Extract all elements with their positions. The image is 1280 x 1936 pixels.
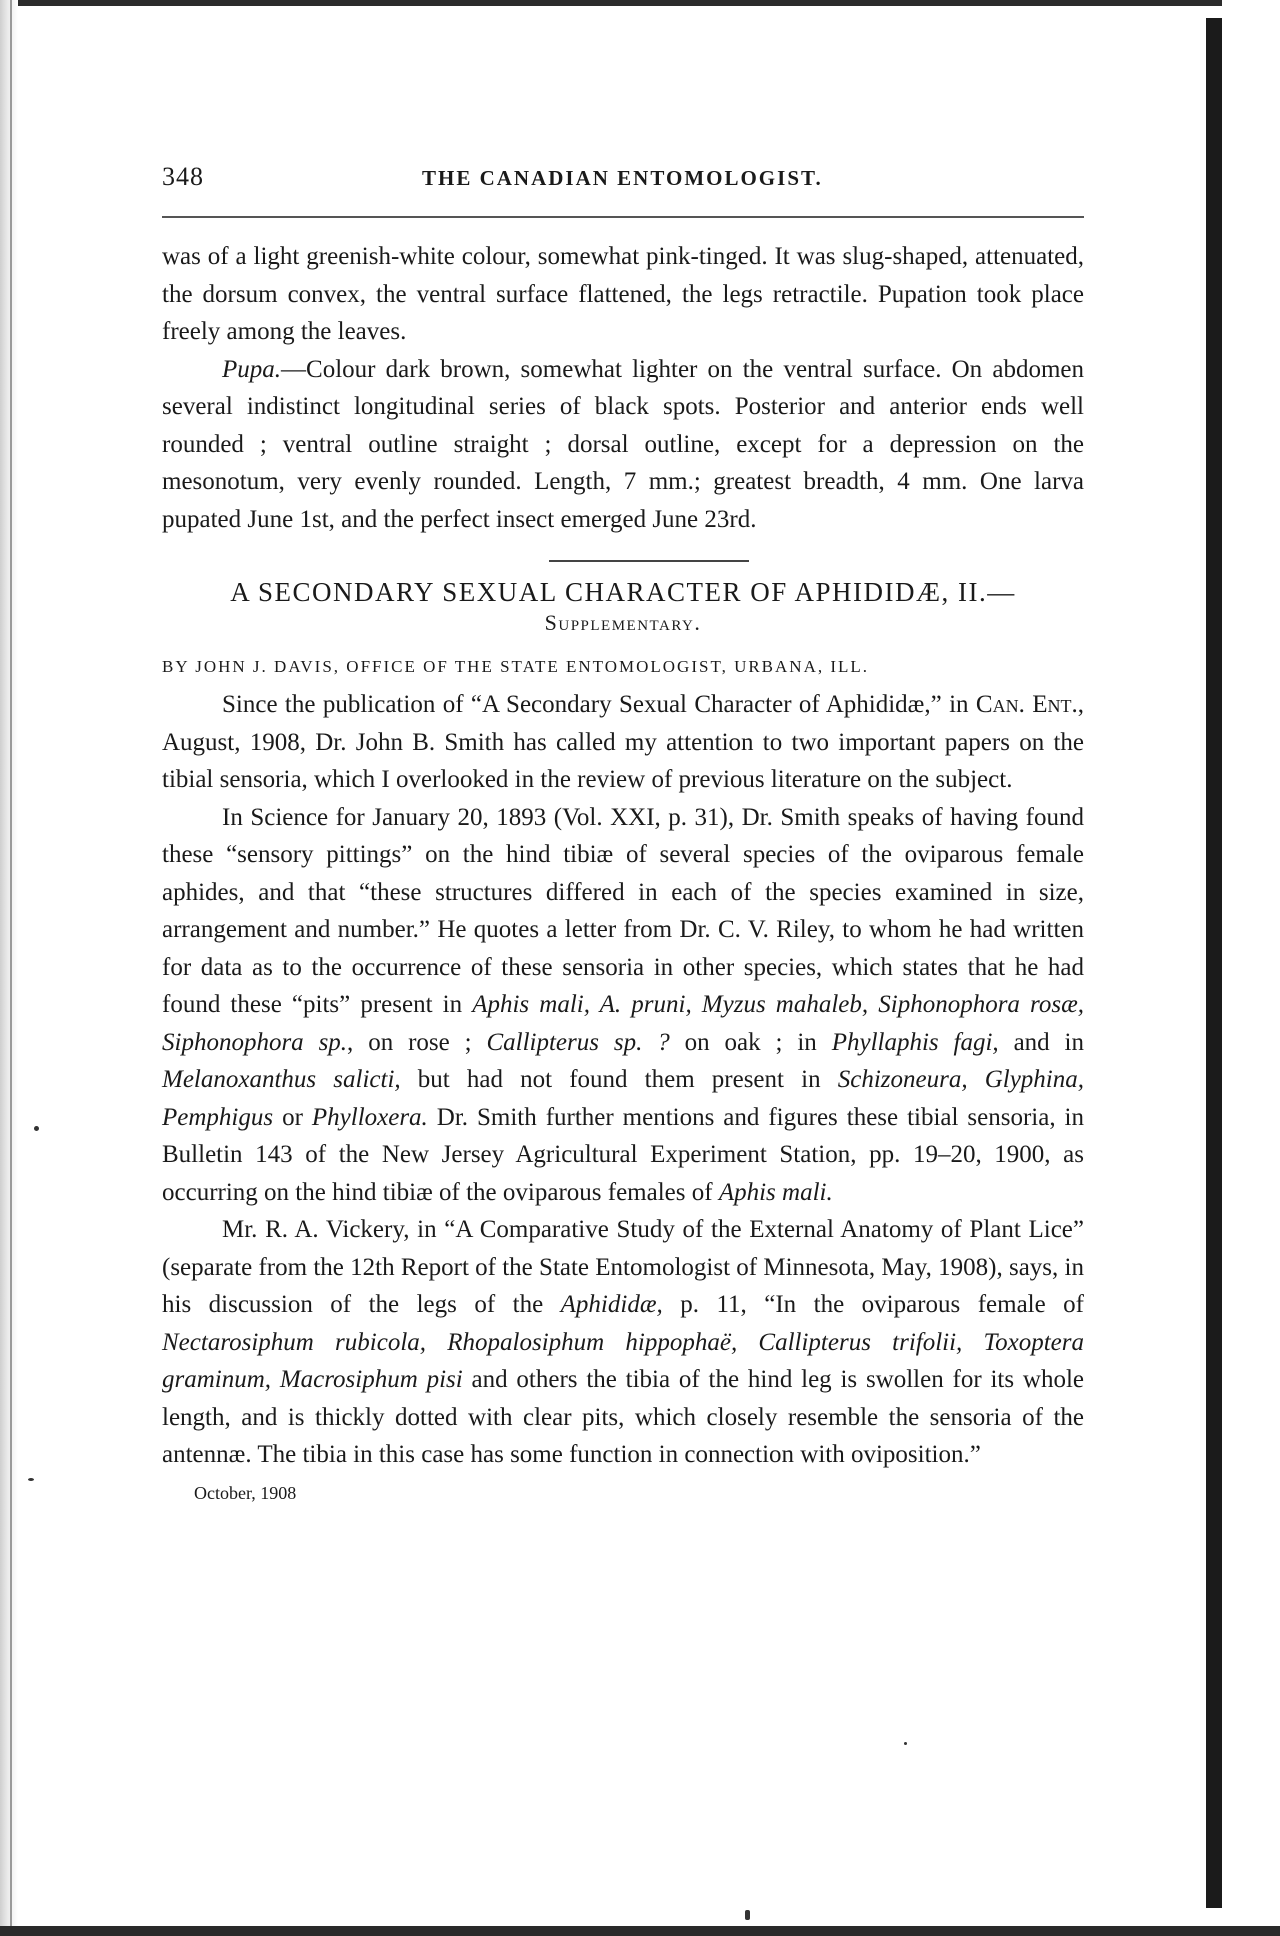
article-title: A SECONDARY SEXUAL CHARACTER OF APHIDIDÆ, II.—: [230, 577, 1016, 607]
scan-border-right: [1206, 18, 1222, 1908]
article-subtitle: Supplementary.: [544, 610, 702, 635]
journal-abbrev: Can. Ent.: [975, 691, 1078, 718]
running-head: [162, 162, 1096, 196]
pupa-text: —Colour dark brown, somewhat lighter on the ventral surface. On abdomen several indistinct longitudinal series of black spots. Posterior and anterior ends well rounded ; ventral outline straight ; dorsal outline, except for a depression on the mesonotum, very evenly rounded. Length, 7 mm.; greatest breadth, 4 mm. One larva pupated June 1st, and the perfect insect emerged June 23rd.: [162, 355, 1084, 533]
pupa-label: Pupa.: [222, 355, 282, 383]
species-name: Callipterus sp. ?: [486, 1028, 670, 1056]
text-run: , on rose ;: [347, 1028, 487, 1056]
text-run: Dr. Smith further mentions and figures these tibial sensoria, in Bulletin 143 of the New Jersey Agricultural Experiment Station, pp. 19–20, 1900, as occurring on the hind tibiæ of the oviparous females of: [162, 1103, 1085, 1206]
text-run: In Science for January 20, 1893 (Vol. XXI, p. 31), Dr. Smith speaks of having found these “sensory pittings” on the hind tibiæ of several species of the oviparous female aphides, and that “these structures differed in each of the species examined in size, arrangement and number.” He quotes a letter from Dr. C. V. Riley, to whom he had written for data as to the occurrence of these sensoria in other species, which states that he had found these “pits” present in: [162, 803, 1084, 1018]
dateline: October, 1908: [194, 1482, 297, 1503]
scan-border-top: [0, 0, 1280, 6]
scan-speck: [745, 1910, 750, 1920]
journal-title: THE CANADIAN ENTOMOLOGIST.: [422, 166, 823, 190]
text-run: and in: [998, 1028, 1084, 1056]
text-run: , August, 1908, Dr. John B. Smith has called my attention to two important papers on the tibial sensoria, which I overlooked in the review of previous literature on the subject.: [162, 691, 1084, 793]
scan-border-bottom: [0, 1926, 1280, 1936]
text-run: but had not found them present in: [400, 1066, 838, 1093]
species-name: Aphididæ,: [560, 1291, 663, 1318]
paragraph: was of a light greenish-white colour, somewhat pink-tinged. It was slug-shaped, attenuated, the dorsum convex, the ventral surface flattened, the legs retractile. Pupation took place freely among the leaves.: [162, 243, 1084, 345]
paragraph: [162, 1211, 1084, 1474]
paragraph: [162, 799, 1084, 1212]
scan-speck: [34, 1126, 39, 1131]
pupa-paragraph: [162, 351, 1084, 539]
text-run: or: [273, 1103, 312, 1131]
document-page: [162, 162, 1096, 1506]
text-run: Since the publication of “A Secondary Sexual Character of Aphididæ,” in: [222, 691, 976, 718]
header-rule: [162, 216, 1084, 218]
text-run: and others the tibia of the hind leg is swollen for its whole length, and is thickly dotted with clear pits, which closely resemble the sensoria of the antennæ. The tibia in this case has some function in connection with oviposition.”: [162, 1366, 1084, 1468]
continuation-text: [162, 238, 1084, 538]
text-run: on oak ; in: [669, 1028, 832, 1056]
species-name: Aphis mali, A. pruni, Myzus mahaleb, Siphonophora rosæ, Siphonophora sp.: [162, 991, 1084, 1056]
species-name: Melanoxanthus salicti,: [162, 1066, 401, 1093]
species-name: Aphis mali.: [718, 1178, 833, 1206]
species-name: Schizoneura, Glyphina, Pemphigus: [162, 1066, 1084, 1131]
scan-speck: [28, 1478, 34, 1481]
scan-speck: [904, 1742, 907, 1745]
article-byline: BY JOHN J. DAVIS, OFFICE OF THE STATE ENTOMOLOGIST, URBANA, ILL.: [162, 657, 870, 676]
species-name: Phyllaphis fagi,: [831, 1028, 999, 1056]
scan-margin-right: [1222, 0, 1280, 1936]
species-name: Phylloxera.: [311, 1103, 428, 1131]
paragraph: [162, 686, 1084, 799]
text-run: p. 11, “In the oviparous female of: [662, 1291, 1085, 1318]
scan-border-left: [0, 0, 18, 1936]
scan-gutter-line: [10, 0, 12, 1936]
article-body: [162, 686, 1084, 1474]
page-number: 348: [162, 162, 204, 191]
text-run: Mr. R. A. Vickery, in “A Comparative Study of the External Anatomy of Plant Lice” (separate from the 12th Report of the State Entomologist of Minnesota, May, 1908), says, in his discussion of the legs of the: [162, 1216, 1084, 1318]
species-name: Nectarosiphum rubicola, Rhopalosiphum hippophaë, Callipterus trifolii, Toxoptera graminum, Macrosiphum pisi: [162, 1328, 1084, 1393]
section-divider: [549, 560, 749, 562]
